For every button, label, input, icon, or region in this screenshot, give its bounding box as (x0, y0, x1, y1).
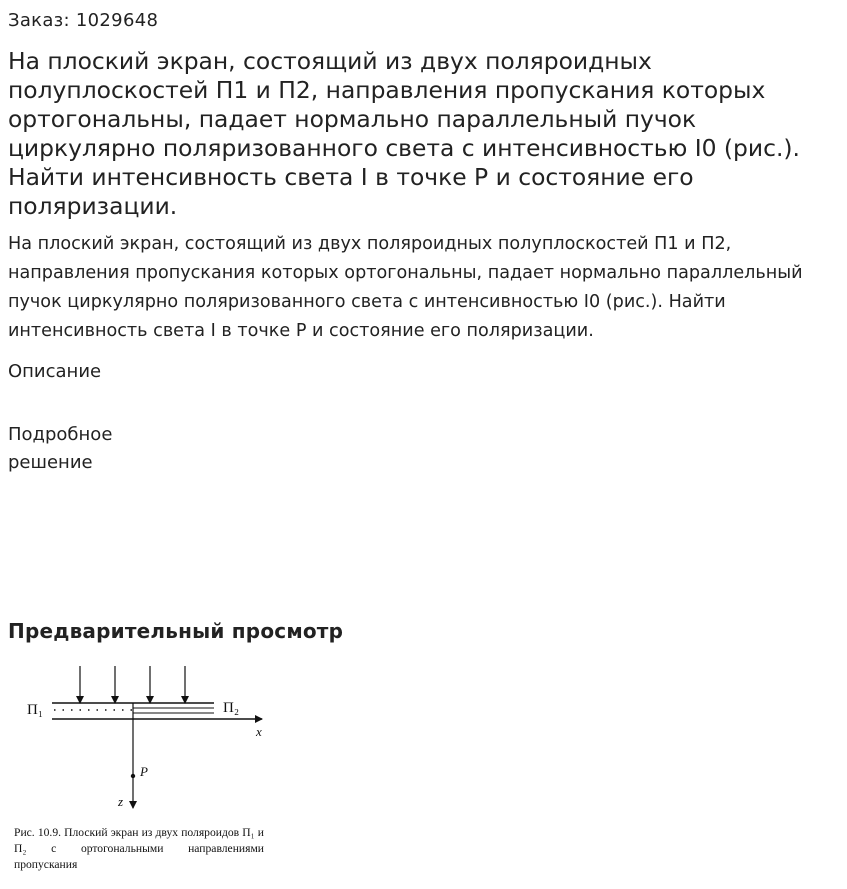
label-p1: П₁ (27, 702, 44, 718)
problem-description: На плоский экран, состоящий из двух поляроидных полуплоскостей П1 и П2, направления пропускания которых ортогональны, падает нормально параллельный пучок циркулярно поляризованного света с интенсивностью I0 (рис.). Найти интенсивность света I в точке P и состояние его поляризации. (8, 234, 803, 341)
description-label: Описание (8, 361, 102, 382)
preview-figure (10, 660, 270, 880)
label-x-axis: x (256, 724, 262, 739)
solution-label: Подробное решение (8, 424, 113, 473)
screen-diagram (10, 660, 270, 820)
figure-caption: Рис. 10.9. Плоский экран из двух поляроидов П₁ и П₂ с ортогональными направлениями пропускания (14, 826, 264, 871)
label-point-p: P (140, 764, 148, 779)
preview-title: Предварительный просмотр (8, 619, 344, 643)
label-p2: П₂ (223, 700, 240, 716)
point-p-marker (131, 774, 135, 778)
label-z-axis: z (118, 794, 124, 809)
problem-title: На плоский экран, состоящий из двух поляроидных полуплоскостей П1 и П2, направления пропускания которых ортогональны, падает нормально параллельный пучок циркулярно поляризованного света с интенсивностью I0 (рис.). Найти интенсивность света I в точке P и состояние его поляризации. (8, 47, 800, 220)
order-number: Заказ: 1029648 (8, 10, 159, 31)
